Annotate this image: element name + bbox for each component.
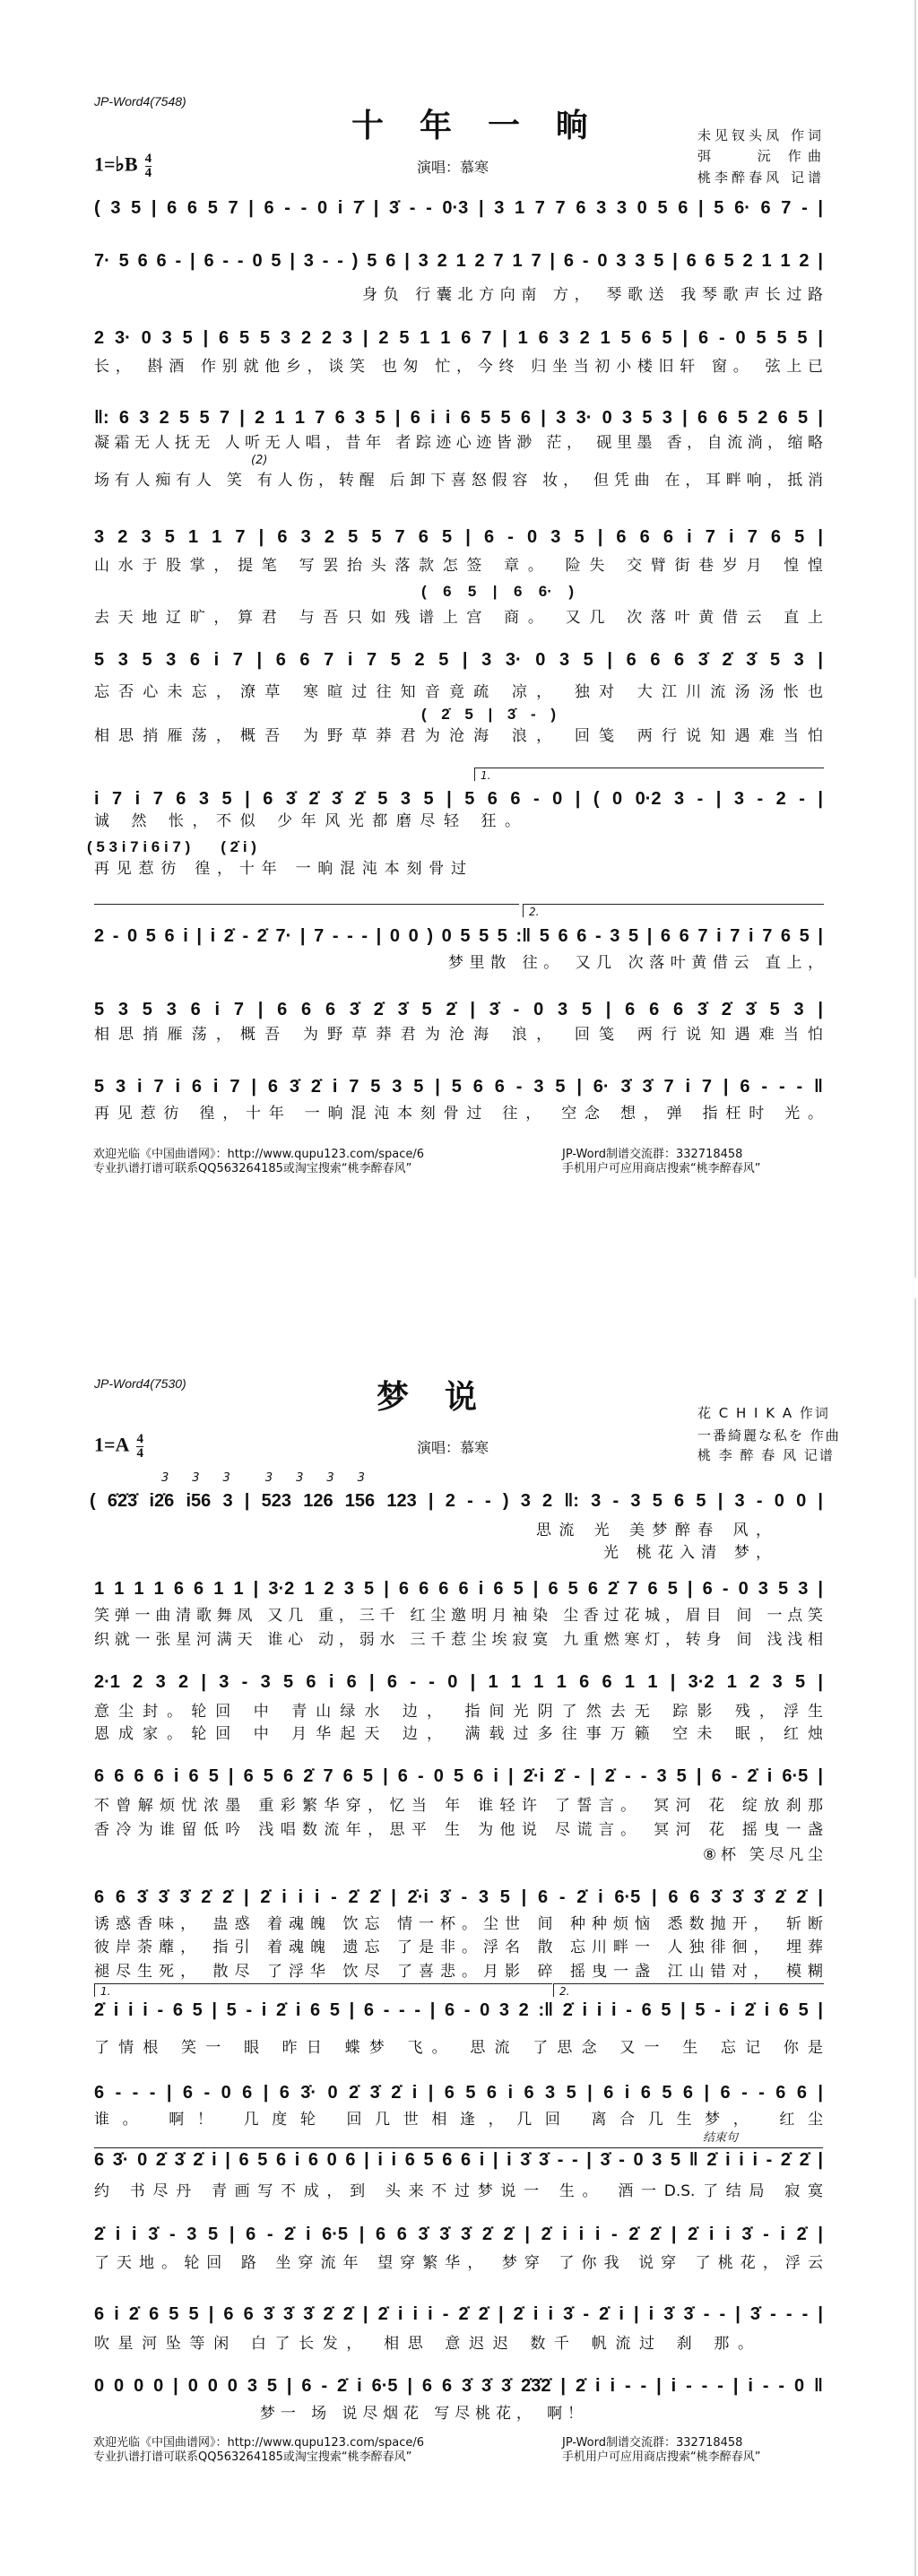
software-label: JP-Word4(7548)	[94, 94, 186, 108]
score-marker: 结束句	[703, 2131, 739, 2145]
notation-row: 5 3 5 3 6 i 7 | 6 6 6 3̇ 2̇ 3̇ 5 2̇ | 3̇ - 0 3 5 | 6 6 6 3̇ 2̇ 3̇ 5 3 |	[94, 1000, 823, 1019]
time-signature-top: 4	[144, 152, 152, 166]
lyric-line: 去天地辽旷，算君 与吾只如残谱上宫 商。 又几 次落叶黄借云 直上	[94, 609, 823, 627]
lyric-line: 吹星河坠等闲 白了长发， 相思 意迟迟 数千 帆流过 刹 那。	[94, 2335, 753, 2353]
credit-line: 一番綺麗な私を 作曲	[697, 1427, 841, 1444]
lyric-line: 思流 光 美梦醉春 风，	[536, 1522, 771, 1540]
key-label: 1=A	[94, 1433, 130, 1456]
lyric-line: 织就一张星河满天 谁心 动，弱水 三千惹尘埃寂寞 九重燃寒灯，转身 间 浅浅相	[94, 1631, 823, 1649]
lyric-line: 场有人痴有人 笑 有人伤，转醒 后卸下喜怒假容 妆， 但凭曲 在，耳畔响，抵消	[94, 472, 823, 490]
key-label: 1=♭B	[94, 152, 138, 176]
lyric-line: 身负 行囊北方向南 方， 琴歌送 我琴歌声长过路	[362, 286, 823, 304]
lyric-line: 褪尽生死， 散尽 了浮华 饮尽 了喜悲。月影 碎 摇曳一盏 江山错对， 模糊	[94, 1963, 823, 1981]
time-signature-bottom: 4	[144, 166, 152, 180]
credit-line: 桃李醉春风 记谱	[697, 169, 823, 186]
lyric-line: 香冷为谁留低吟 浅唱数流年，思平 生 为他说 尽谎言。 冥河 花 摇曳一盏	[94, 1821, 823, 1839]
footer-site-info: 专业扒谱打谱可联系QQ563264185或淘宝搜索“桃李醉春风”	[93, 1162, 412, 1175]
time-signature	[136, 1433, 143, 1461]
notation-row: 1 1 1 1 6 6 1 1 | 3·2 1 2 3 5 | 6 6 6 6 i 6 5 | 6 5 6 2̇ 7 6 5 | 6 - 0 3 5 3 |	[94, 1579, 823, 1599]
credit-line: 花 C H I K A 作词	[697, 1405, 830, 1421]
lyric-line: 光 桃花入清 梦，	[603, 1544, 771, 1562]
volta-bracket	[94, 1983, 552, 1997]
volta-number: 2.	[529, 906, 540, 918]
lyric-line: 相思捎雁荡，概吾 为野草莽君为沧海 浪， 回笺 两行说知遇难当怕	[94, 1026, 823, 1044]
time-signature	[145, 152, 152, 180]
lyric-line: ⑧杯 笑尽凡尘	[703, 1846, 823, 1864]
notation-row: 2̇ i i i - 6 5 | 5 - i 2̇ i 6 5 | 6 - - - | 6 - 0 3 2 :‖ 2̇ i i i - 6 5 | 5 - i 2̇ i 6 5 |	[94, 2000, 823, 2020]
score-marker: (2)	[251, 454, 268, 467]
alternate-notes: ( 6 5 | 6 6· )	[421, 583, 574, 600]
footer-group-info: JP-Word制谱交流群：332718458	[562, 2436, 743, 2450]
singer-label: 演唱：慕寒	[417, 1439, 489, 1456]
key-signature	[94, 1433, 143, 1461]
footer-site-info: 欢迎光临《中国曲谱网》：http://www.qupu123.com/space/6	[93, 1148, 425, 1161]
lyric-line: 谁。 啊！ 几度轮 回几世相逢，几回 离合几生梦， 红尘	[94, 2111, 823, 2129]
lyric-line: 诱惑香味， 蛊惑 着魂魄 饮忘 情一杯。尘世 间 种种烦恼 悉数抛开， 斩断	[94, 1915, 823, 1933]
footer-site-info: 欢迎光临《中国曲谱网》：http://www.qupu123.com/space/6	[93, 2436, 425, 2450]
time-signature-top: 4	[136, 1432, 143, 1446]
lyric-line: 诚 然 怅，不似 少年风光都磨尽轻 狂。	[94, 812, 520, 830]
notation-row: 7· 5 6 6 - | 6 - - 0 5 | 3 - - ) 5 6 | 3 2 1 2 7 1 7 | 6 - 0 3 3 5 | 6 6 5 2 1 1 2 |	[94, 251, 823, 271]
lyric-line: 约 书尽丹 青画写不成，到 头来不过梦说一 生。 酒一D.S.了结局 寂寞	[94, 2182, 823, 2200]
notation-row: 2·1 2 3 2 | 3 - 3 5 6 i 6 | 6 - - 0 | 1 1 1 1 6 6 1 1 | 3·2 1 2 3 5 |	[94, 1672, 823, 1692]
credit-line: 桃 李 醉 春 风 记谱	[697, 1447, 835, 1463]
footer-group-info: JP-Word制谱交流群：332718458	[562, 1148, 743, 1161]
lyric-line: 彼岸荼蘼， 指引 着魂魄 遗忘 了是非。浮名 散 忘川畔一 人独徘徊， 埋葬	[94, 1939, 823, 1956]
lyric-line: 忘否心未忘，潦草 寒暄过往知音竟疏 凉， 独对 大江川流汤汤怅也	[94, 683, 823, 701]
song-title: 十年一晌	[351, 107, 625, 144]
lyric-line: 恩成家。轮回 中 月华起天 边， 满载过多往事万籁 空未 眠，红烛	[94, 1725, 823, 1743]
volta-number: 1.	[481, 769, 491, 782]
notation-row: 0 0 0 0 | 0 0 0 3 5 | 6 - 2̇ i 6·5 | 6 6 3̇ 3̇ 3̇ 2̇3̇2̇ | 2̇ i i - - | i - - - | i - - 0 ‖	[94, 2376, 823, 2396]
notation-row: i 7 i 7 6 3 5 | 6 3̇ 2̇ 3̇ 2̇ 5 3 5 | 5 6 6 - 0 | ( 0 0·2 3 - | 3 - 2 - |	[94, 789, 823, 809]
footer-group-info: 手机用户可应用商店搜索“桃李醉春风”	[562, 2450, 761, 2464]
lyric-line: 再见惹彷 徨，十年 一晌混沌本刻骨过 往， 空念 想，弹 指枉时 光。	[94, 1105, 823, 1123]
notation-row: 2 - 0 5 6 i | i 2̇ - 2̇ 7· | 7 - - - | 0 0 ) 0 5 5 5 :‖ 5 6 6 - 3 5 | 6 6 7 i 7 i 7 6 5 |	[94, 926, 823, 946]
time-signature-bottom: 4	[136, 1446, 143, 1461]
notation-row: 6 6 6 6 i 6 5 | 6 5 6 2̇ 7 6 5 | 6 - 0 5 6 i | 2̇·i 2̇ - | 2̇ - - 3 5 | 6 - 2̇ i 6·5 |	[94, 1766, 823, 1786]
notation-row: 6 3̇· 0 2̇ 3̇ 2̇ i | 6 5 6 i 6 0 6 | i i 6 5 6 6 i | i 3̇ 3̇ - - | 3̇ - 0 3 5 ‖ 2̇ i i i - 2̇ 2̇ |	[94, 2150, 823, 2170]
notation-row: 6 i 2̇ 6 5 5 | 6 6 3̇ 3̇ 3̇ 2̇ 2̇ | 2̇ i i i - 2̇ 2̇ | 2̇ i i 3̇ - 2̇ i | i 3̇ 3̇ - - | 3̇ - - - |	[94, 2304, 823, 2324]
alternate-notes: ( 2̇ 5 | 3̇ - )	[421, 706, 556, 723]
volta-bracket	[523, 904, 824, 917]
lyric-line: 山水于股掌，提笔 写罢抬头落款怎签 章。 险失 交臂街巷岁月 惶惶	[94, 557, 823, 575]
footer-site-info: 专业扒谱打谱可联系QQ563264185或淘宝搜索“桃李醉春风”	[93, 2450, 412, 2464]
volta-bracket	[553, 1983, 824, 1997]
footer-group-info: 手机用户可应用商店搜索“桃李醉春风”	[562, 1162, 761, 1175]
lyric-line: 再见惹彷 徨，十年 一晌混沌本刻骨过	[94, 860, 466, 878]
notation-row: ( 3 5 | 6 6 5 7 | 6 - - 0 i 7̇ | 3̇ - - 0·3 | 3 1 7 7 6 3 3 0 5 6 | 5 6· 6 7 - |	[94, 198, 823, 218]
lyric-line: 凝霜无人抚无 人听无人唱，昔年 者踪迹心迹皆渺 茫， 砚里墨 香，自流淌，缩略	[94, 434, 823, 452]
volta-number: 2.	[559, 1985, 570, 1998]
score-marker: 3 3 3 3 3 3 3	[161, 1471, 365, 1485]
lyric-line: 梦里散 往。 又几 次落叶黄借云 直上，	[448, 954, 823, 972]
notation-row: 6 - - - | 6 - 0 6 | 6 3̇· 0 2̇ 3̇ 2̇ i | 6 5 6 i 6 3 5 | 6 i 6 5 6 | 6 - - 6 6 |	[94, 2083, 823, 2103]
volta-number: 1.	[100, 1985, 111, 1998]
alternate-notes: ( 5 3 i 7 i 6 i 7 ) ( 2̇ i )	[87, 838, 256, 855]
lyric-line: 了天地。轮回 路 坐穿流年 望穿繁华， 梦穿 了你我 说穿 了桃花，浮云	[94, 2254, 823, 2272]
software-label: JP-Word4(7530)	[94, 1376, 186, 1391]
song-title: 梦说	[377, 1378, 514, 1416]
notation-row: 2̇ i i 3̇ - 3 5 | 6 - 2̇ i 6·5 | 6 6 3̇ 3̇ 3̇ 2̇ 2̇ | 2̇ i i i - 2̇ 2̇ | 2̇ i i 3̇ - i 2̇ |	[94, 2225, 823, 2244]
volta-bracket-continuation	[94, 904, 519, 905]
lyric-line: 意尘封。轮回 中 青山绿水 边， 指间光阴了然去无 踪影 残，浮生	[94, 1703, 823, 1721]
key-signature	[94, 152, 152, 180]
lyric-line: 梦一 场 说尽烟花 写尽桃花， 啊！	[260, 2405, 583, 2423]
lyric-line: 不曾解烦忧浓墨 重彩繁华穿，忆当 年 谁轻许 了誓言。 冥河 花 绽放刹那	[94, 1797, 823, 1815]
notation-row: 5 3 5 3 6 i 7 | 6 6 7 i 7 5 2 5 | 3 3· 0 3 5 | 6 6 6 3̇ 2̇ 3̇ 5 3 |	[94, 650, 823, 670]
notation-row: 2 3· 0 3 5 | 6 5 5 3 2 2 3 | 2 5 1 1 6 7 | 1 6 3 2 1 5 6 5 | 6 - 0 5 5 5 |	[94, 328, 823, 348]
notation-row: 5 3 i 7 i 6 i 7 | 6 3̇ 2̇ i 7 5 3 5 | 5 6 6 - 3 5 | 6· 3̇ 3̇ 7 i 7 | 6 - - - ‖	[94, 1077, 823, 1097]
lyric-line: 了情根 笑一 眼 昨日 蝶梦 飞。 思流 了思念 又一 生 忘记 你是	[94, 2039, 823, 2057]
notation-row: ( 6̇2̇3̇ i2̇6 i56 3 | 523 126 156 123 | 2 - - ) 3 2 ‖: 3 - 3 5 6 5 | 3 - 0 0 |	[90, 1491, 823, 1511]
lyric-line: 长， 斟酒 作别就他乡，谈笑 也匆 忙，今终 归坐当初小楼旧轩 窗。 弦上已	[94, 358, 823, 376]
notation-row: 3 2 3 5 1 1 7 | 6 3 2 5 5 7 6 5 | 6 - 0 3 5 | 6 6 6 i 7 i 7 6 5 |	[94, 527, 823, 547]
lyric-line: 相思捎雁荡，概吾 为野草莽君为沧海 浪， 回笺 两行说知遇难当怕	[94, 727, 823, 745]
notation-row: 6 6 3̇ 3̇ 3̇ 2̇ 2̇ | 2̇ i i i - 2̇ 2̇ | 2̇·i 3̇ - 3 5 | 6 - 2̇ i 6·5 | 6 6 3̇ 3̇ 3̇ 2̇ 2̇ |	[94, 1887, 823, 1907]
volta-bracket	[474, 768, 824, 781]
lyric-line: 笑弹一曲清歌舞凤 又几 重，三千 红尘邀明月袖染 尘香过花城，眉目 间 一点笑	[94, 1607, 823, 1625]
notation-row: ‖: 6 3 2 5 5 7 | 2 1 1 7 6 3 5 | 6 i i 6 5 5 6 | 3 3· 0 3 5 3 | 6 6 5 2 6 5 |	[94, 408, 823, 428]
credit-line: 未见钗头凤 作词	[697, 127, 823, 143]
credit-line: 弭 沅 作曲	[697, 148, 823, 164]
singer-label: 演唱：慕寒	[417, 159, 489, 176]
